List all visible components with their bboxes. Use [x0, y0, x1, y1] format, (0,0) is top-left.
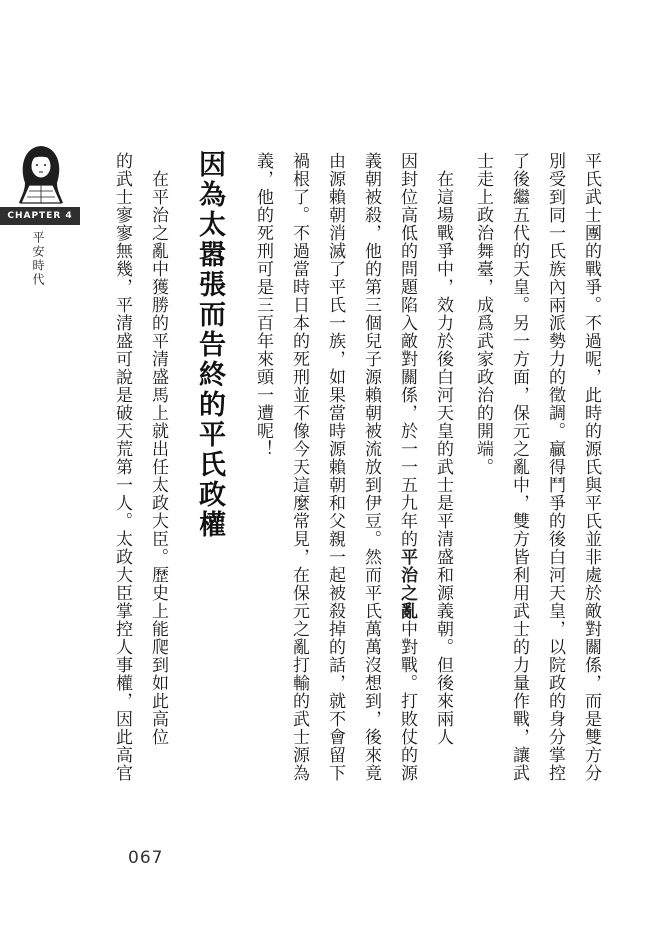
- text-line: [389, 152, 425, 782]
- paragraph-2: [245, 152, 461, 782]
- section-title: 因為太嚣張而告終的平氏政權: [194, 150, 225, 540]
- text-line: 別受到同一氏族內兩派勢力的徵調。贏得鬥爭的後白河天皇，以院政的身分掌控: [545, 152, 565, 782]
- text-line: 由源賴朝消滅了平氏一族，如果當時源賴朝和父親一起被殺掉的話，就不會留下: [325, 152, 345, 782]
- heian-noblewoman-icon: [15, 143, 67, 209]
- text-segment: 中對戰。打敗仗的源: [397, 620, 417, 782]
- text-line: 士走上政治舞臺，成爲武家政治的開端。: [473, 152, 493, 476]
- key-term: 平治之亂: [397, 548, 417, 620]
- paragraph-1: [465, 152, 609, 782]
- text-line: 在平治之亂中獲勝的平清盛馬上就出任太政大臣。歷史上能爬到如此高位: [148, 152, 168, 746]
- period-label: 平安時代: [31, 231, 45, 287]
- chapter-label: CHAPTER 4: [0, 207, 80, 225]
- text-line: 的武士寥寥無幾，平清盛可說是破天荒第一人。太政大臣掌控人事權，因此高官: [112, 152, 132, 782]
- paragraph-3: [104, 152, 176, 782]
- text-line: 義朝被殺，他的第三個兒子源賴朝被流放到伊豆。然而平氏萬萬沒想到，後來竟: [361, 152, 381, 782]
- text-segment: 因封位高低的問題陷入敵對關係，於一一五九年的: [397, 152, 417, 548]
- text-line: 義，他的死刑可是三百年來頭一遭呢！: [253, 152, 273, 458]
- page-number: 067: [128, 848, 164, 868]
- text-line: 禍根了。不過當時日本的死刑並不像今天這麼常見，在保元之亂打輸的武士源為: [289, 152, 309, 782]
- text-line: 平氏武士團的戰爭。不過呢，此時的源氏與平氏並非處於敵對關係，而是雙方分: [581, 152, 601, 782]
- text-line: 在這場戰爭中，效力於後白河天皇的武士是平清盛和源義朝。但後來兩人: [433, 152, 453, 746]
- text-line: 了後繼五代的天皇。另一方面，保元之亂中，雙方皆利用武士的力量作戰，讓武: [509, 152, 529, 782]
